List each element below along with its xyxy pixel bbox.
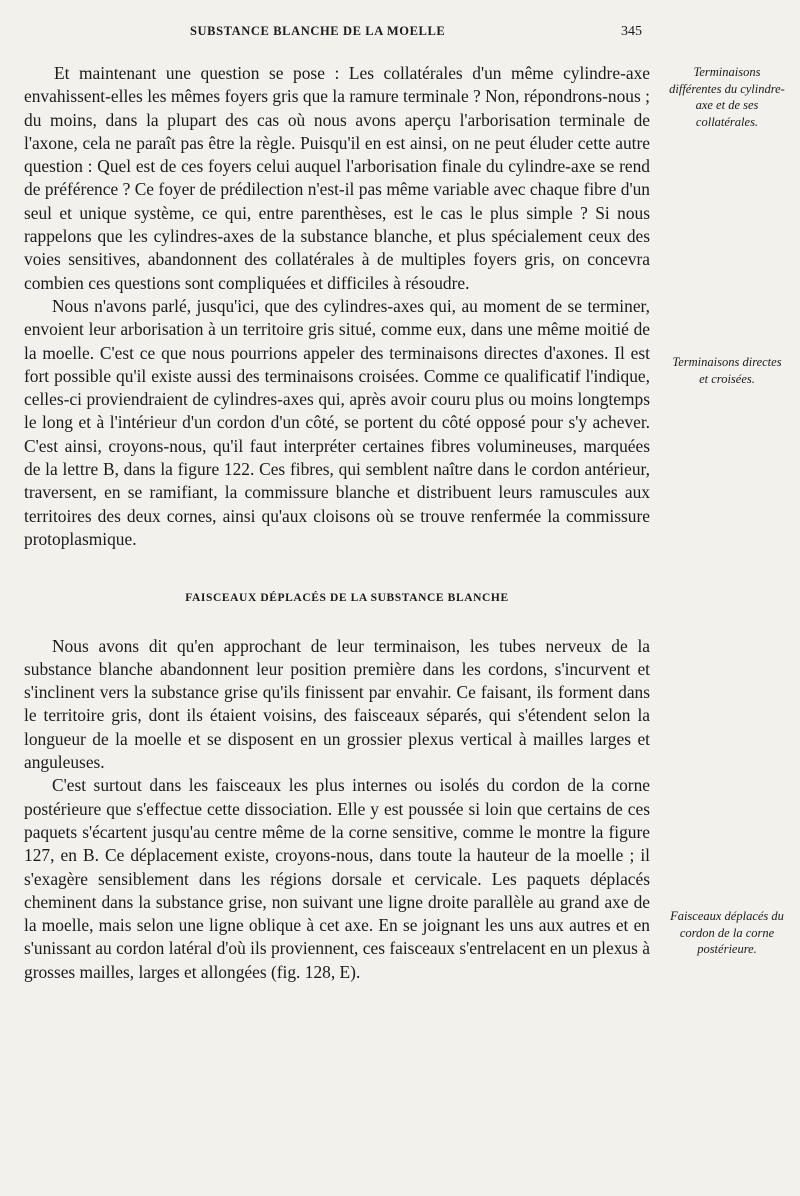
paragraph: Et maintenant une question se pose : Les collatérales d'un même cylindre-axe envahissent-elles les mêmes foyers gris que la ramure terminale ? Non, répondrons-nous ; du moins, dans la plupart des cas où nous avons aperçu l'arborisation terminale de l'axone, cela ne paraît pas être la règle. Puisqu'il en est ainsi, on ne peut éluder cette autre question : Quel est de ces foyers celui auquel l'arborisation finale du cylindre-axe se rend de préférence ? Ce foyer de prédilection n'est-il pas même variable avec chaque fibre d'un seul et unique système, ce qui, entre parenthèses, est le cas le plus simple ? Si nous rappelons que les cylindres-axes de la substance blanche, et plus spécialement ceux des voies sensitives, abandonnent des collatérales à de multiples foyers gris, on concevra combien ces questions sont compliquées et difficiles à résoudre.	[24, 63, 650, 293]
page-header	[0, 24, 800, 44]
margin-note: Faisceaux déplacés du cordon de la corne postérieure.	[670, 909, 784, 956]
running-title: SUBSTANCE BLANCHE DE LA MOELLE	[190, 24, 446, 38]
margin-note: Terminaisons différentes du cylindre-axe et de ses collatérales.	[669, 65, 785, 129]
paragraph: C'est surtout dans les faisceaux les plus internes ou isolés du cordon de la corne postérieure que s'effectue cette dissociation. Elle y est poussée si loin que certains de ces paquets s'écartent jusqu'au centre même de la corne sensitive, comme le montre la figure 127, en B. Ce déplacement existe, croyons-nous, dans toute la hauteur de la moelle ; il s'exagère sensiblement dans les régions dorsale et cervicale. Les paquets déplacés cheminent dans la substance grise, non suivant une ligne droite parallèle au grand axe de la moelle, mais selon une ligne oblique à cet axe. En se joignant les uns aux autres et en s'unissant au cordon latéral d'où ils proviennent, ces faisceaux s'entrelacent en un plexus à grosses mailles, larges et allongées (fig. 128, E).	[24, 775, 650, 982]
paragraph: Nous n'avons parlé, jusqu'ici, que des cylindres-axes qui, au moment de se terminer, envoient leur arborisation à un territoire gris situé, comme eux, dans une même moitié de la moelle. C'est ce que nous pourrions appeler des terminaisons directes d'axones. Il est fort possible qu'il existe aussi des terminaisons croisées. Comme ce qualificatif l'indique, celles-ci proviendraient de cylindres-axes qui, après avoir couru plus ou moins longtemps le long et à l'intérieur d'un cordon d'un côté, se portent du côté opposé pour s'y achever. C'est ainsi, croyons-nous, qu'il faut interpréter certaines fibres volumineuses, marquées de la lettre B, dans la figure 122. Ces fibres, qui semblent naître dans le cordon antérieur, traversent, en se ramifiant, la commissure blanche et distribuent leurs ramuscules aux territoires des deux cornes, ainsi qu'aux cloisons où se trouve renfermée la commissure protoplasmique.	[24, 295, 650, 549]
section-title: FAISCEAUX DÉPLACÉS DE LA SUBSTANCE BLANCHE	[185, 592, 509, 605]
paragraph: Nous avons dit qu'en approchant de leur terminaison, les tubes nerveux de la substance blanche abandonnent leur position première dans les cordons, s'incurvent et s'inclinent vers la substance grise qu'ils finissent par envahir. Ce faisant, ils forment dans le territoire gris, dont ils étaient voisins, des faisceaux séparés, qui s'étendent selon la longueur de la moelle et se disposent en un grossier plexus vertical à mailles larges et anguleuses.	[24, 635, 650, 773]
main-text	[24, 62, 650, 984]
page-number: 345	[621, 24, 642, 39]
margin-note: Terminaisons directes et croisées.	[672, 355, 782, 386]
